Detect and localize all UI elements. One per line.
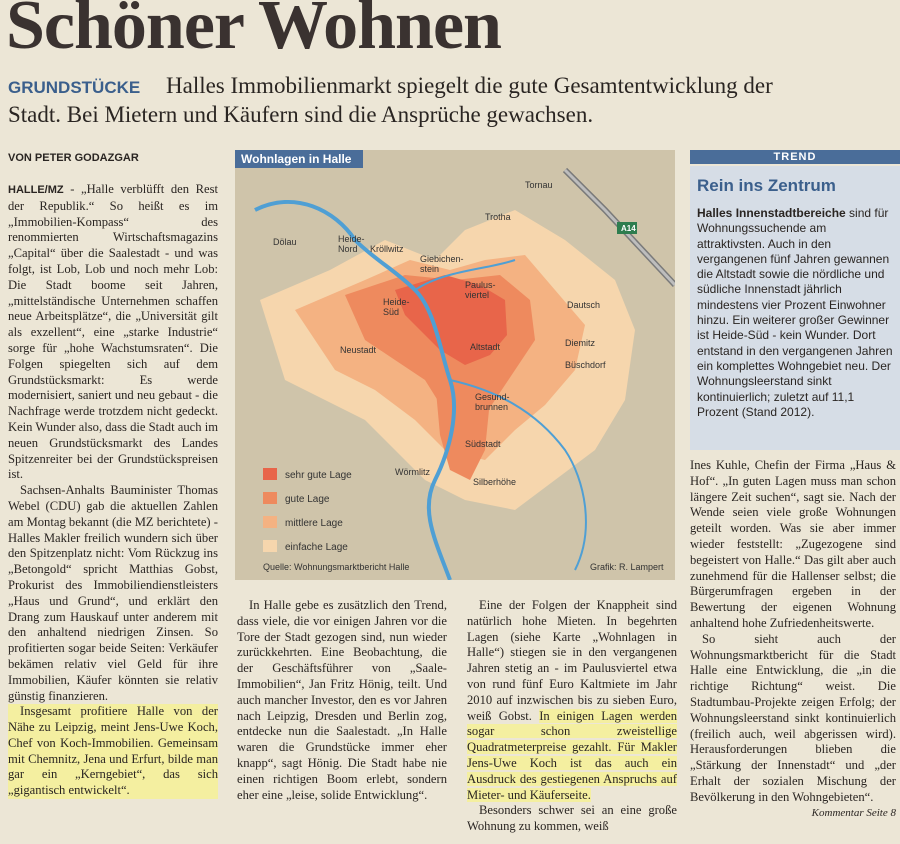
district-label: Wörmlitz	[395, 467, 430, 477]
district-label: Silberhöhe	[473, 477, 517, 487]
legend-swatch	[263, 468, 277, 480]
district-label: Neustadt	[340, 345, 377, 355]
headline: Schöner Wohnen	[6, 0, 501, 64]
halle-map	[235, 150, 675, 580]
article-column-4	[690, 458, 896, 821]
article-column-3	[467, 598, 677, 835]
trend-lead: Halles Innenstadtbereiche	[697, 206, 846, 220]
district-label: Heide-	[383, 297, 410, 307]
district-label: Kröllwitz	[370, 244, 404, 254]
map-source: Quelle: Wohnungsmarktbericht Halle	[263, 562, 410, 572]
legend-swatch	[263, 516, 277, 528]
highlighted-paragraph: Insgesamt profitiere Halle von der Nähe zu Leipzig, meint Jens-Uwe Koch, Chef von Koch-Immobilien. Gemeinsam mit Chemnitz, Jena und Erfurt, bilde man gar ein „Kerngebiet“, das sich „gigantisch entwickelt“.	[8, 704, 218, 798]
legend-swatch	[263, 540, 277, 552]
district-label: Heide-	[338, 234, 365, 244]
trend-text	[697, 206, 893, 420]
district-label: Diemitz	[565, 338, 596, 348]
paragraph: Eine der Folgen der Knappheit sind natürlich hohe Mieten. In begehrten Lagen (siehe Karte „Wohnlagen in Halle“) stiegen sie in den vergangenen Jahren stetig an - im Paulusviertel etwa von rund fünf Euro Kaltmiete im Jahr 2010 auf inzwischen bis zu sieben Euro, weiß Gobst.	[467, 598, 677, 723]
district-label: Süd	[383, 307, 400, 317]
paragraph: - „Halle verblüfft den Rest der Republik.“ So heißt es im „Immobilien-Kompass“ des renommierten Wirtschaftsmagazins „Capital“ über die Saalestadt - und was folgt, ist Lob, Lob und noch mehr Lob: Die Stadt boome seit Jahren, „mittelständische Unternehmen schaffen neue Arbeitsplätze“, die „Universität gilt als exzellent“, eine „starke Industrie“ sorge für „hohe Wachstumsraten“. Die Folgen spiegelten sich auf dem Grundstücksmarkt: Es werde modernisiert, saniert und neu gebaut - die Nachfrage werde trotzdem nicht gedeckt. Kein Wunder also, dass die Stadt auch im neuen Grundstücksmarkt des Landes Spitzenreiter bei der Grundstückspreisen ist.	[8, 182, 218, 482]
deck-line-1: Halles Immobilienmarkt spiegelt die gute Gesamtentwicklung der	[166, 73, 773, 98]
paragraph: In Halle gebe es zusätzlich den Trend, dass viele, die vor einigen Jahren vor die Tore der Stadt gezogen sind, nun wieder zurückkehrten. Eine Beobachtung, die der Geschäftsführer von „Saale-Immobilien“, Jan Fritz Hönig, teilt. Und auch mancher Investor, den es vor Jahren nach Leipzig, Dresden und Berlin zog, entdecke nun die Saalestadt. „In Halle waren die Grundstücke immer eher knapp“, sagt Hönig. Die Stadt habe nie einen richtigen Boom erlebt, sondern eher eine „leise, solide Entwicklung“.	[237, 598, 447, 802]
legend-label: mittlere Lage	[285, 518, 343, 529]
article-column-1	[8, 182, 218, 799]
trend-title: Rein ins Zentrum	[697, 176, 836, 195]
district-label: Dautsch	[567, 300, 601, 310]
district-label: Trotha	[485, 212, 511, 222]
district-label: brunnen	[475, 402, 509, 412]
kicker: GRUNDSTÜCKE	[8, 78, 141, 97]
map-credit: Grafik: R. Lampert	[590, 562, 664, 572]
byline: VON PETER GODAZGAR	[8, 152, 139, 164]
page-reference: Kommentar Seite 8	[811, 806, 896, 819]
district-label: Gesund-	[475, 392, 510, 402]
legend-label: gute Lage	[285, 494, 330, 505]
paragraph: Sachsen-Anhalts Bauminister Thomas Webel (CDU) gab die aktuellen Zahlen am Montag bekannt (die MZ berichtete) - Halles Makler freilich wundern sich über den Spitzenplatz nicht: Vom Rückzug ins „Betongold“ spricht Matthias Gobst, Prokurist des Immobiliendienstleisters „Haus und Grund“, und erklärt den Drang zum Hauskauf unter anderem mit den anhaltend niedrigen Zinsen. So profitierten sogar beide Seiten: Verkäufer bekämen relativ viel Geld für ihre Immobilien, Käufer könnten sie relativ günstig finanzieren.	[8, 483, 218, 703]
district-label: Büschdorf	[565, 360, 606, 370]
legend-label: sehr gute Lage	[285, 470, 352, 481]
district-label: Tornau	[525, 180, 553, 190]
dateline: HALLE/MZ	[8, 184, 64, 196]
district-label: Giebichen-	[420, 254, 464, 264]
article-column-2	[237, 598, 447, 803]
trend-label: TREND	[690, 150, 900, 164]
district-label: Südstadt	[465, 439, 501, 449]
district-label: Paulus-	[465, 280, 496, 290]
legend-swatch	[263, 492, 277, 504]
highlighted-text: In einigen Lagen werden sogar schon zweistellige Quadratmeterpreise gezahlt. Für Makler Jens-Uwe Koch ist das auch ein Ausdruck des gestiegenen Anspruchs auf Mieter- und Käuferseite.	[467, 708, 677, 802]
paragraph: Ines Kuhle, Chefin der Firma „Haus & Hof“. „In guten Lagen muss man schon längere Zeit suchen“, sagt sie. Nach der Wende seien viele große Wohnungen geteilt worden. Was sie aber immer wieder feststellt: „Zugezogene sind begeistert von Halle.“ Das gilt aber auch zunehmend für die Hallenser selbst; die Bürgerumfragen ergeben in der Bewertung der eigenen Wohnung anhaltend hohe Zufriedenheitswerte.	[690, 458, 896, 630]
district-label: Altstadt	[470, 342, 501, 352]
deck-line-2: Stadt. Bei Mietern und Käufern sind die Ansprüche gewachsen.	[8, 102, 594, 127]
map-title: Wohnlagen in Halle	[235, 150, 363, 168]
paragraph: So sieht auch der Wohnungsmarktbericht für die Stadt Halle eine Entwicklung, die „in die richtige Richtung“ weist. Die Stadtumbau-Projekte zeigen Erfolg; der Wohnungsleerstand sinkt kontinuierlich (freilich auch, weil abgerissen wird). Herausforderungen blieben die „Stärkung der Innenstadt“ und „der Erhalt der sozialen Mischung der Bevölkerung in den Wohngebieten“.	[690, 631, 896, 804]
district-label: Nord	[338, 244, 358, 254]
highway-label: A14	[621, 224, 636, 233]
map-legend	[263, 468, 352, 553]
paragraph: Besonders schwer sei an eine große Wohnung zu kommen, weiß	[467, 803, 677, 834]
district-label: Dölau	[273, 237, 297, 247]
legend-label: einfache Lage	[285, 542, 348, 553]
district-label: stein	[420, 264, 440, 274]
district-label: viertel	[465, 290, 490, 300]
trend-body: sind für Wohnungssuchende am attraktivsten. Auch in den vergangenen fünf Jahren gewannen die Altstadt sowie die nördliche und südliche Innenstadt jährlich mindestens vier Prozent Einwohner hinzu. Ein weiterer großer Gewinner ist Heide-Süd - kein Wunder. Dort entstand in den vergangenen Jahren ein komplettes Wohngebiet neu. Der Wohnungsleerstand sinkt kontinuierlich; zuletzt auf 11,1 Prozent (Stand 2012).	[697, 206, 893, 419]
